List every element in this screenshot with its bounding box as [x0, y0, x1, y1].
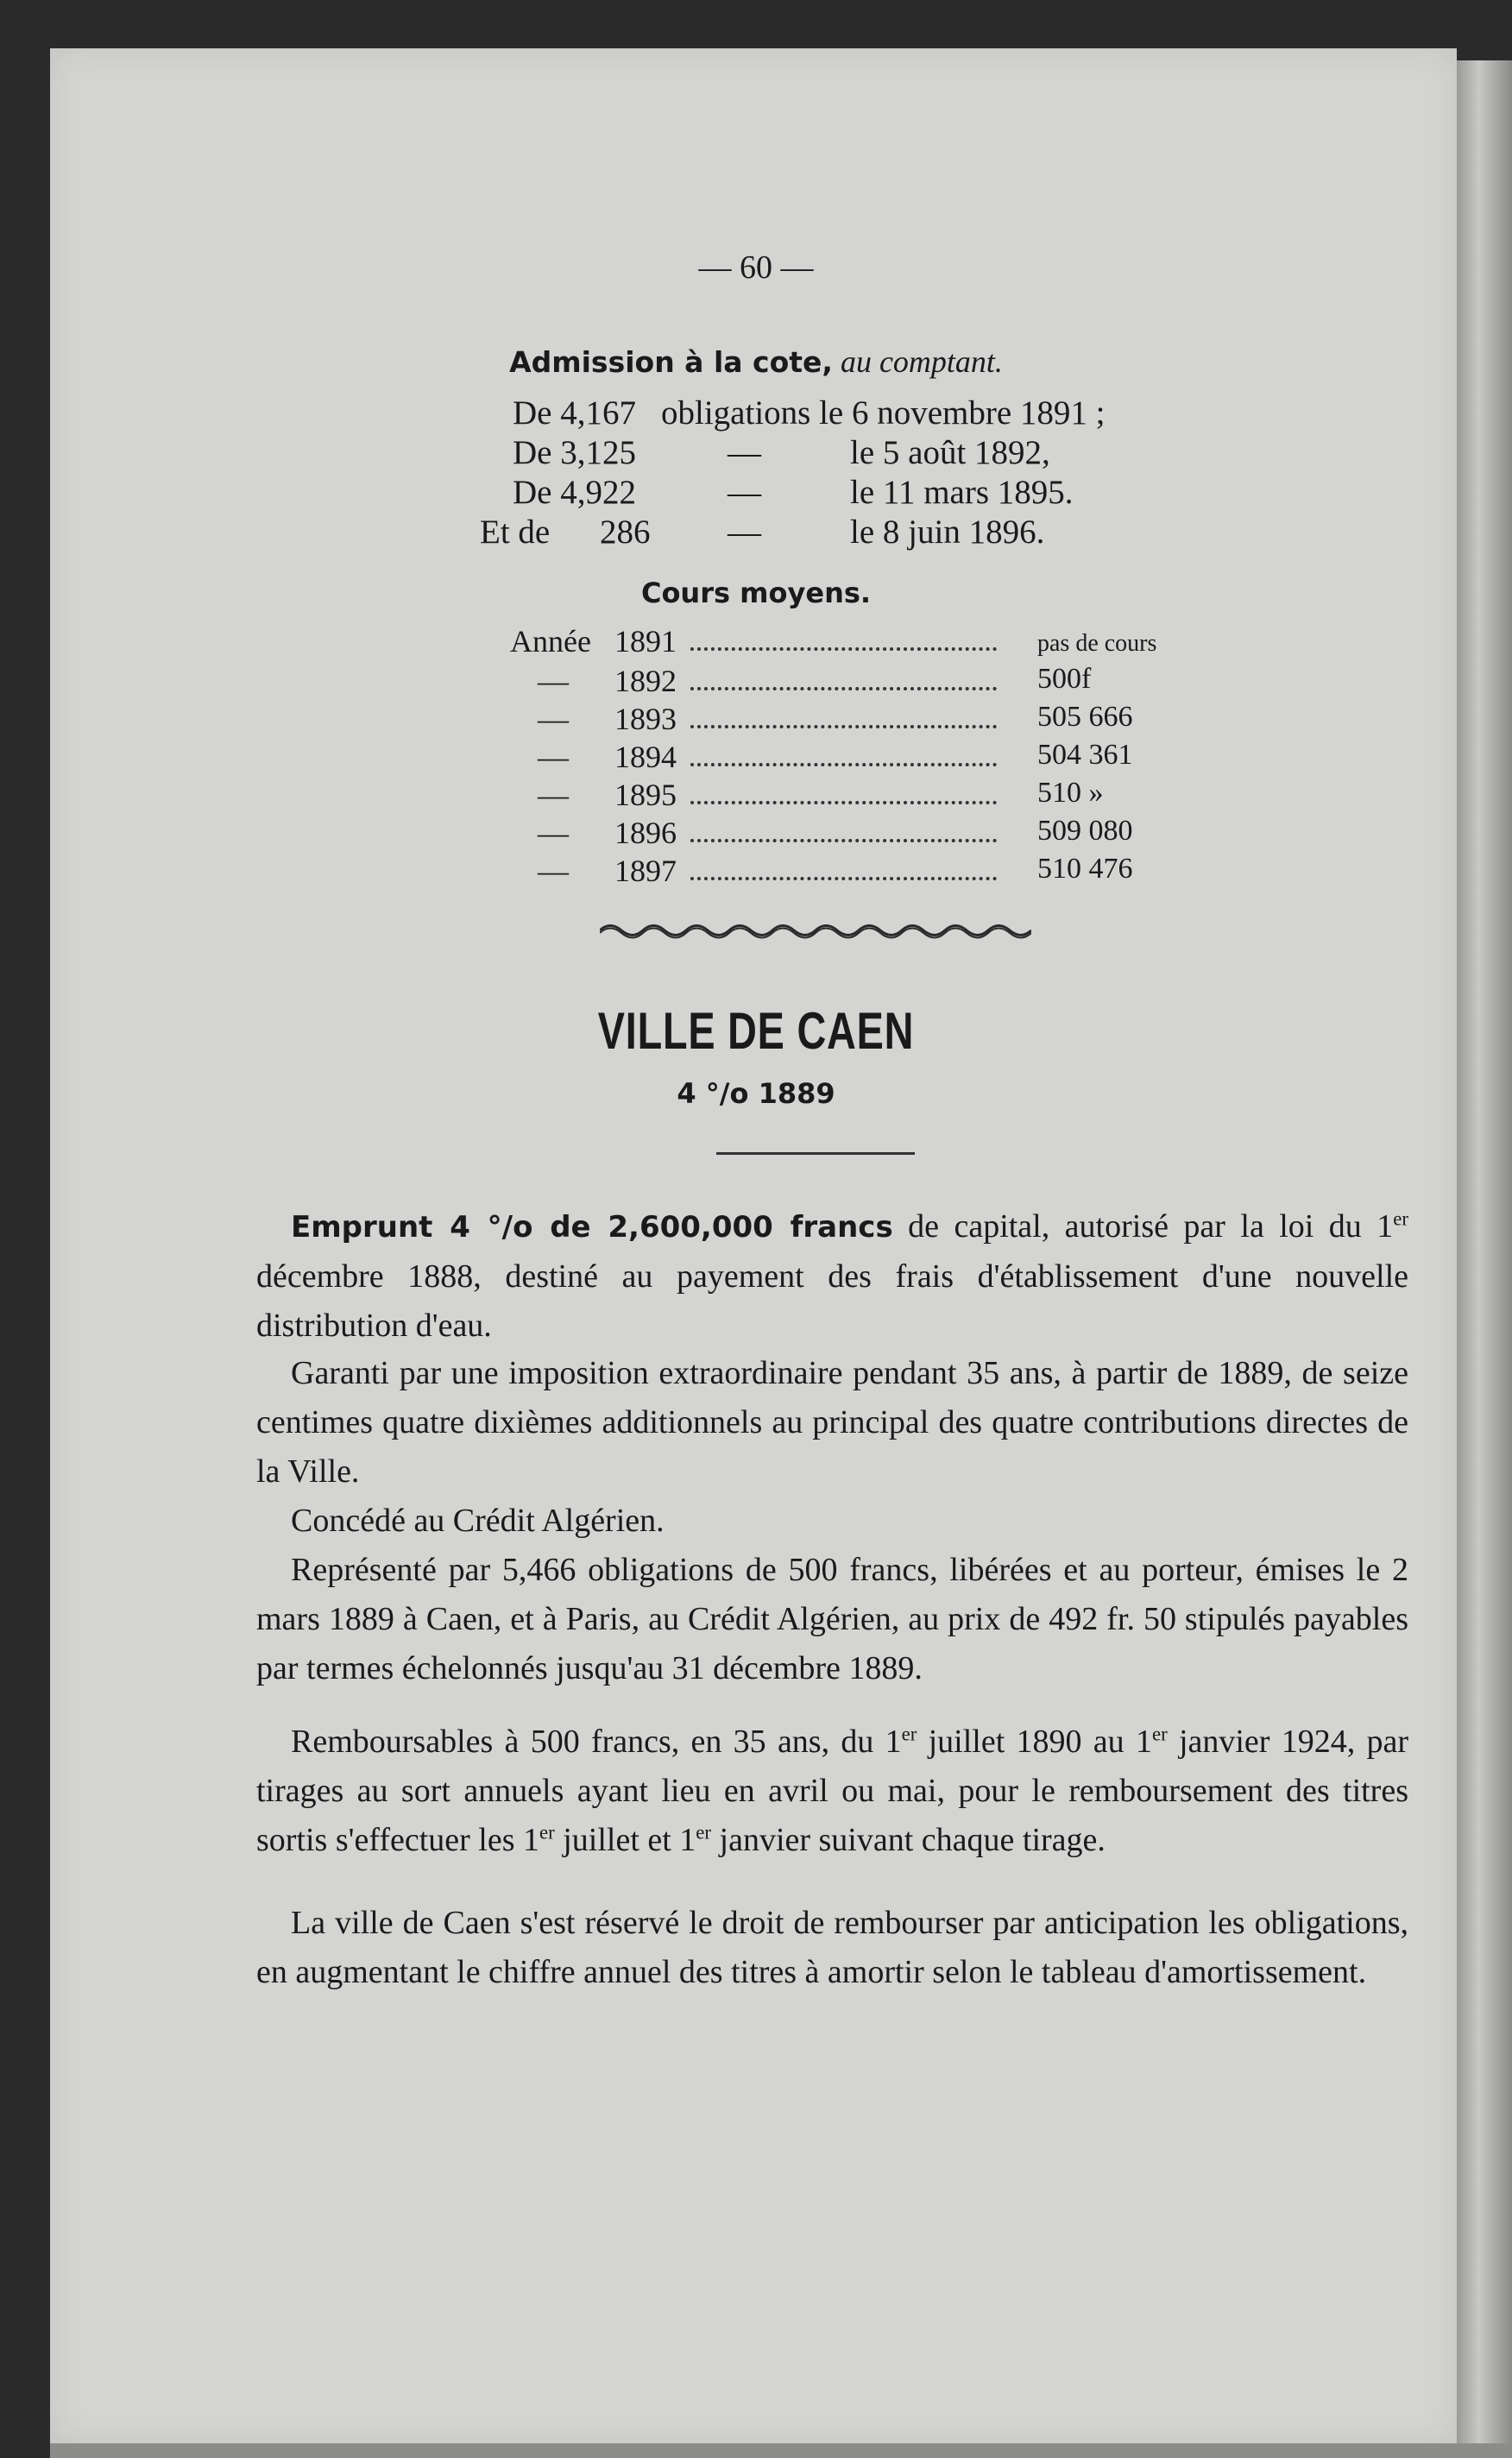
cours-row-3-prefix: — — [538, 702, 569, 736]
emprunt-bold: Emprunt 4 °/o de 2,600,000 francs — [291, 1210, 893, 1245]
admission-heading-bold: Admission à la cote, — [509, 345, 833, 379]
leader-dots — [690, 877, 997, 880]
leader-dots — [690, 801, 997, 804]
admission-line-3-qty: De 4,922 — [513, 474, 636, 511]
cours-row-7-prefix: — — [538, 854, 569, 888]
remb-text-d: juillet et 1 — [554, 1822, 696, 1858]
cours-row-7-year: 1897 — [614, 854, 677, 888]
leader-dots — [690, 687, 997, 690]
leader-dots — [690, 763, 997, 766]
cours-row-5-year: 1895 — [614, 778, 677, 812]
admission-heading — [0, 343, 1512, 380]
admission-heading-italic: au comptant. — [840, 344, 1003, 379]
cours-row-2-year: 1892 — [614, 664, 677, 698]
cours-row-5-value: 510 » — [1037, 777, 1104, 809]
cours-row-3-year: 1893 — [614, 702, 677, 736]
admission-line-1-text: obligations le 6 novembre 1891 ; — [661, 394, 1106, 432]
admission-line-3-dash: — — [728, 474, 761, 511]
cours-row-7-value: 510 476 — [1037, 853, 1133, 885]
remb-text-c: janvier 1924, par tirages au sort annuels ayant lieu en avril ou mai, pour le remboursement des titres sortis s'effectuer les 1 — [256, 1724, 1408, 1858]
cours-row-1-year: 1891 — [614, 624, 677, 659]
cours-row-1-value: pas de cours — [1037, 630, 1157, 657]
loan-rate-year: 4 °/o 1889 — [677, 1077, 835, 1110]
leader-dots — [690, 647, 997, 651]
admission-line-2-qty: De 3,125 — [513, 434, 636, 471]
sup-er: er — [696, 1821, 712, 1844]
leader-dots — [690, 839, 997, 842]
paragraph-represente: Représenté par 5,466 obligations de 500 francs, libérées et au porteur, émises le 2 mars 1889 à Caen, et à Paris, au Crédit Algérien, au prix de 492 fr. 50 stipulés payables par termes échelonnés jusqu'au 31 décembre 1889. — [256, 1552, 1408, 1686]
remb-text-b: juillet 1890 au 1 — [917, 1724, 1152, 1760]
cours-row-5-prefix: — — [538, 778, 569, 812]
cours-row-2-value: 500f — [1037, 663, 1092, 695]
remb-text-e: janvier suivant chaque tirage. — [711, 1822, 1106, 1858]
leader-dots — [690, 725, 997, 728]
cours-moyens-heading: Cours moyens. — [640, 577, 872, 609]
sup-er: er — [1151, 1723, 1168, 1745]
cours-row-4-year: 1894 — [614, 740, 677, 774]
cours-row-4-prefix: — — [538, 740, 569, 774]
paragraph-reserve: La ville de Caen s'est réservé le droit de rembourser par anticipation les obligations, en augmentant le chiffre annuel des titres à amortir selon le tableau d'amortissement. — [256, 1905, 1408, 1990]
paragraph-remboursables — [256, 1717, 1408, 1865]
paragraph-garanti: Garanti par une imposition extraordinaire pendant 35 ans, à partir de 1889, de seize centimes quatre dixièmes additionnels au principal des quatre contributions directes de la Ville. — [256, 1355, 1408, 1490]
sup-er: er — [1393, 1207, 1408, 1230]
sup-er: er — [539, 1821, 555, 1844]
paragraph-emprunt — [256, 1202, 1408, 1351]
page-number: — 60 — — [698, 249, 814, 286]
cours-row-4-value: 504 361 — [1037, 739, 1133, 771]
page-edge-bottom — [50, 2443, 1512, 2458]
paragraph-concede: Concédé au Crédit Algérien. — [291, 1503, 665, 1539]
admission-line-2-text: le 5 août 1892, — [850, 434, 1050, 471]
admission-line-4-dash: — — [728, 514, 761, 551]
emprunt-text-a: de capital, autorisé par la loi du 1 — [892, 1208, 1394, 1245]
admission-line-1-qty: De 4,167 — [513, 394, 636, 432]
admission-line-2-dash: — — [728, 434, 761, 471]
cours-row-6-prefix: — — [538, 816, 569, 850]
ville-de-caen-title: VILLE DE CAEN — [597, 1002, 915, 1060]
cours-row-1-prefix: Année — [510, 624, 591, 659]
emprunt-text-b: décembre 1888, destiné au payement des frais d'établissement d'une nouvelle distribution d'eau. — [256, 1258, 1408, 1344]
short-rule — [716, 1152, 915, 1155]
cours-row-3-value: 505 666 — [1037, 701, 1133, 733]
cours-row-6-year: 1896 — [614, 816, 677, 850]
admission-line-4-prefix: Et de — [480, 514, 551, 551]
wavy-ornament-rule — [600, 919, 1031, 942]
cours-row-2-prefix: — — [538, 664, 569, 698]
page-edge-right — [1457, 60, 1512, 2458]
admission-line-3-text: le 11 mars 1895. — [850, 474, 1074, 511]
admission-line-4-qty: 286 — [600, 514, 651, 551]
cours-row-6-value: 509 080 — [1037, 815, 1133, 847]
remb-text-a: Remboursables à 500 francs, en 35 ans, du 1 — [291, 1724, 902, 1760]
sup-er: er — [901, 1723, 917, 1745]
admission-line-4-text: le 8 juin 1896. — [850, 514, 1045, 551]
